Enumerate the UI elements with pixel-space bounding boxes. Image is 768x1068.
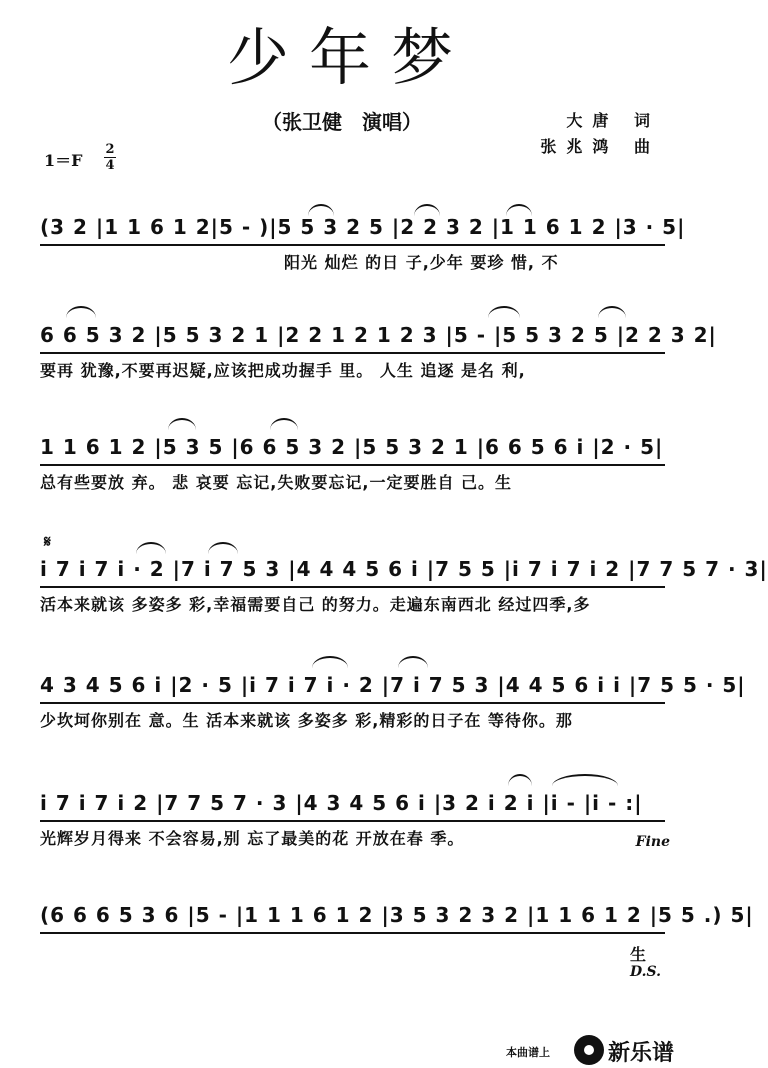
beam-line xyxy=(40,244,665,246)
footer-note: 本曲谱上 xyxy=(506,1046,550,1059)
notation-line: 4 3 4 5 6 i |2 · 5 |i 7 i 7 i · 2 |7 i 7 5 3 |4 4 5 6 i i |7 5 5 · 5| xyxy=(40,673,746,697)
time-signature xyxy=(104,142,116,173)
beam-line xyxy=(40,932,665,934)
beam-line xyxy=(40,820,665,822)
song-title: 少年梦 xyxy=(226,21,473,94)
beam-line xyxy=(40,352,665,354)
ds-marking: D.S. xyxy=(630,964,662,980)
ds-lyric: 生 xyxy=(630,945,647,964)
lyrics-line: 要再 犹豫,不要再迟疑,应该把成功握手 里。 人生 追逐 是名 利, xyxy=(40,361,526,380)
site-logo[interactable]: 新乐谱 xyxy=(608,1041,675,1066)
segno-sign: 𝄋 xyxy=(44,532,51,551)
lyrics-line: 活本来就该 多姿多 彩,幸福需要自己 的努力。走遍东南西北 经过四季,多 xyxy=(40,595,591,614)
lyricist-credit: 大唐 词 xyxy=(566,111,660,130)
fine-marking: Fine xyxy=(635,834,670,850)
notation-line: 6 6 5 3 2 |5 5 3 2 1 |2 2 1 2 1 2 3 |5 - |5 5 3 2 5 |2 2 3 2| xyxy=(40,323,717,347)
notation-line: (6 6 6 5 3 6 |5 - |1 1 1 6 1 2 |3 5 3 2 3 2 |1 1 6 1 2 |5 5 .) 5| xyxy=(40,903,754,927)
lyrics-line: 光辉岁月得来 不会容易,别 忘了最美的花 开放在春 季。 xyxy=(40,829,465,848)
lyrics-line: 总有些要放 弃。 悲 哀要 忘记,失败要忘记,一定要胜自 己。生 xyxy=(40,473,513,492)
record-disc-icon xyxy=(574,1035,604,1065)
notation-line: i 7 i 7 i · 2 |7 i 7 5 3 |4 4 4 5 6 i |7 5 5 |i 7 i 7 i 2 |7 7 5 7 · 3| xyxy=(40,557,768,581)
beam-line xyxy=(40,586,665,588)
time-numerator: 2 xyxy=(105,142,115,157)
key-signature: 1＝F xyxy=(44,151,83,170)
lyrics-line: 少坎坷你别在 意。生 活本来就该 多姿多 彩,精彩的日子在 等待你。那 xyxy=(40,711,573,730)
lyrics-line: 阳光 灿烂 的日 子,少年 要珍 惜, 不 xyxy=(284,253,559,272)
notation-line: (3 2 |1 1 6 1 2|5 - )|5 5 3 2 5 |2 2 3 2 |1 1 6 1 2 |3 · 5| xyxy=(40,215,686,239)
notation-line: i 7 i 7 i 2 |7 7 5 7 · 3 |4 3 4 5 6 i |3 2 i 2 i |i - |i - :| xyxy=(40,791,643,815)
notation-line: 1 1 6 1 2 |5 3 5 |6 6 5 3 2 |5 5 3 2 1 |6 6 5 6 i |2 · 5| xyxy=(40,435,664,459)
beam-line xyxy=(40,702,665,704)
time-denominator: 4 xyxy=(105,158,115,173)
performer-credit: （张卫健 演唱） xyxy=(262,110,422,134)
beam-line xyxy=(40,464,665,466)
composer-credit: 张兆鸿 曲 xyxy=(540,137,660,156)
